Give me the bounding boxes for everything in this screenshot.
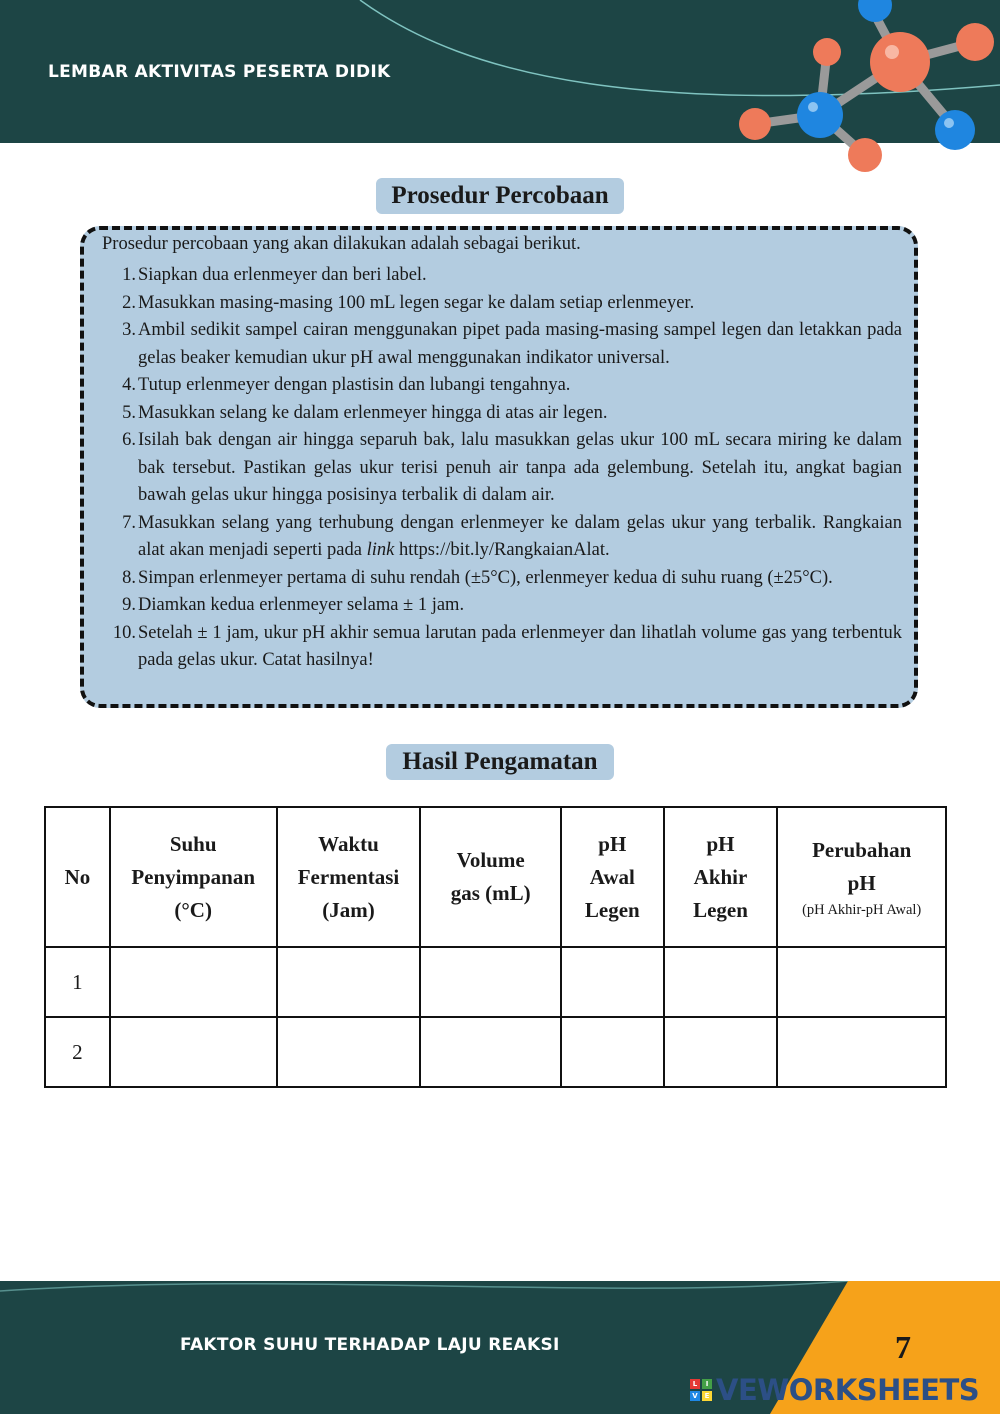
procedure-steps — [102, 262, 902, 675]
header-line: Legen — [693, 897, 748, 922]
cell-ph-akhir[interactable] — [664, 1017, 778, 1087]
cell-suhu[interactable] — [110, 1017, 277, 1087]
logo-tile: E — [702, 1391, 712, 1401]
cell-waktu[interactable] — [277, 1017, 421, 1087]
molecule-icon — [720, 0, 1000, 180]
header-line: pH — [706, 831, 735, 856]
step-number: 7. — [122, 512, 136, 533]
step-2 — [102, 290, 902, 318]
header-line: Volume — [456, 848, 525, 872]
header-line: (Jam) — [322, 897, 375, 922]
header-line: (°C) — [174, 897, 212, 922]
logo-tiles-icon — [690, 1379, 712, 1401]
header-waktu — [277, 807, 421, 947]
step-text: Diamkan kedua erlenmeyer selama ± 1 jam. — [138, 595, 465, 615]
step-4 — [102, 372, 902, 400]
step-text: Simpan erlenmeyer pertama di suhu rendah (±5°C), erlenmeyer kedua di suhu ruang (±25°C). — [138, 567, 833, 588]
step-10 — [102, 620, 902, 675]
step-1 — [102, 262, 902, 290]
table-row — [45, 1017, 946, 1087]
step-text-part: Masukkan selang yang terhubung dengan erlenmeyer ke dalam gelas ukur yang terbalik. Rangkaian alat akan menjadi seperti pada — [138, 512, 902, 560]
header-no-text: No — [64, 864, 91, 889]
page-footer — [0, 1281, 1000, 1414]
step-text — [138, 510, 902, 565]
header-line: gas (mL) — [450, 881, 531, 905]
table-header-row — [45, 807, 946, 947]
cell-ph-awal[interactable] — [561, 1017, 664, 1087]
step-7 — [102, 510, 902, 565]
procedure-box — [80, 226, 918, 708]
header-line: Legen — [584, 897, 640, 922]
header-ph-akhir — [664, 807, 778, 947]
step-8 — [102, 565, 902, 593]
header-ph-awal — [561, 807, 664, 947]
step-number: 3. — [122, 320, 136, 340]
cell-ph-awal[interactable] — [561, 947, 664, 1017]
step-number: 5. — [122, 402, 136, 423]
header-perubahan-ph — [777, 807, 946, 947]
step-text: Masukkan masing-masing 100 mL legen segar ke dalam setiap erlenmeyer. — [138, 292, 695, 313]
cell-perubahan[interactable] — [777, 1017, 946, 1087]
header-line: pH — [598, 831, 627, 856]
step-number: 2. — [122, 292, 136, 313]
header-note: (pH Akhir-pH Awal) — [802, 902, 922, 918]
step-3 — [102, 317, 902, 372]
procedure-intro: Prosedur percobaan yang akan dilakukan adalah sebagai berikut. — [102, 234, 581, 254]
cell-suhu[interactable] — [110, 947, 277, 1017]
step-text: Siapkan dua erlenmeyer dan beri label. — [138, 265, 427, 285]
cell-ph-akhir[interactable] — [664, 947, 778, 1017]
step-link-url: https://bit.ly/RangkaianAlat. — [394, 540, 610, 560]
header-line: Fermentasi — [297, 864, 400, 889]
step-9 — [102, 592, 902, 620]
header-line: Waktu — [318, 831, 379, 856]
header-line: Suhu — [169, 831, 217, 856]
cell-perubahan[interactable] — [777, 947, 946, 1017]
step-number: 10. — [112, 622, 136, 643]
header-line: Penyimpanan — [131, 864, 256, 889]
logo-tile: V — [690, 1391, 700, 1401]
liveworksheets-logo — [690, 1373, 979, 1407]
header-line: Perubahan — [812, 838, 912, 862]
table-row — [45, 947, 946, 1017]
link-word: link — [366, 540, 395, 560]
step-text: Tutup erlenmeyer dengan plastisin dan lubangi tengahnya. — [138, 375, 571, 395]
step-text: Setelah ± 1 jam, ukur pH akhir semua larutan pada erlenmeyer dan lihatlah volume gas yang terbentuk pada gelas ukur. Catat hasilnya! — [138, 622, 902, 670]
step-number: 4. — [122, 375, 136, 395]
cell-volume[interactable] — [420, 1017, 561, 1087]
header-title: LEMBAR AKTIVITAS PESERTA DIDIK — [48, 62, 391, 82]
logo-tile: I — [702, 1379, 712, 1389]
step-5 — [102, 400, 902, 428]
step-number: 1. — [122, 265, 136, 285]
footer-title: FAKTOR SUHU TERHADAP LAJU REAKSI — [180, 1335, 560, 1355]
cell-no: 2 — [45, 1017, 110, 1087]
step-text: Isilah bak dengan air hingga separuh bak, lalu masukkan gelas ukur 100 mL secara miring ke dalam bak tersebut. Pastikan gelas ukur terisi penuh air tanpa ada gelembung. Setelah itu, angkat bagian bawah gelas ukur hingga posisinya terbalik di dalam air. — [138, 430, 902, 505]
cell-waktu[interactable] — [277, 947, 421, 1017]
observation-title: Hasil Pengamatan — [386, 744, 614, 780]
step-6 — [102, 427, 902, 510]
step-number: 8. — [122, 567, 136, 588]
cell-volume[interactable] — [420, 947, 561, 1017]
header-line: Akhir — [693, 864, 748, 889]
header-suhu — [110, 807, 277, 947]
step-number: 6. — [122, 430, 136, 450]
step-text: Ambil sedikit sampel cairan menggunakan pipet pada masing-masing sampel legen dan letakkan pada gelas beaker kemudian ukur pH awal menggunakan indikator universal. — [138, 320, 902, 368]
header-line: pH — [847, 871, 876, 895]
logo-tile: L — [690, 1379, 700, 1389]
header-no — [45, 807, 110, 947]
page-number: 7 — [895, 1329, 911, 1365]
procedure-title: Prosedur Percobaan — [376, 178, 624, 214]
observation-table — [44, 806, 947, 1088]
step-number: 9. — [122, 595, 136, 615]
cell-no: 1 — [45, 947, 110, 1017]
header-line: Awal — [589, 864, 635, 889]
header-volume — [420, 807, 561, 947]
logo-text: VEWORKSHEETS — [716, 1373, 980, 1407]
step-text: Masukkan selang ke dalam erlenmeyer hingga di atas air legen. — [138, 402, 608, 423]
